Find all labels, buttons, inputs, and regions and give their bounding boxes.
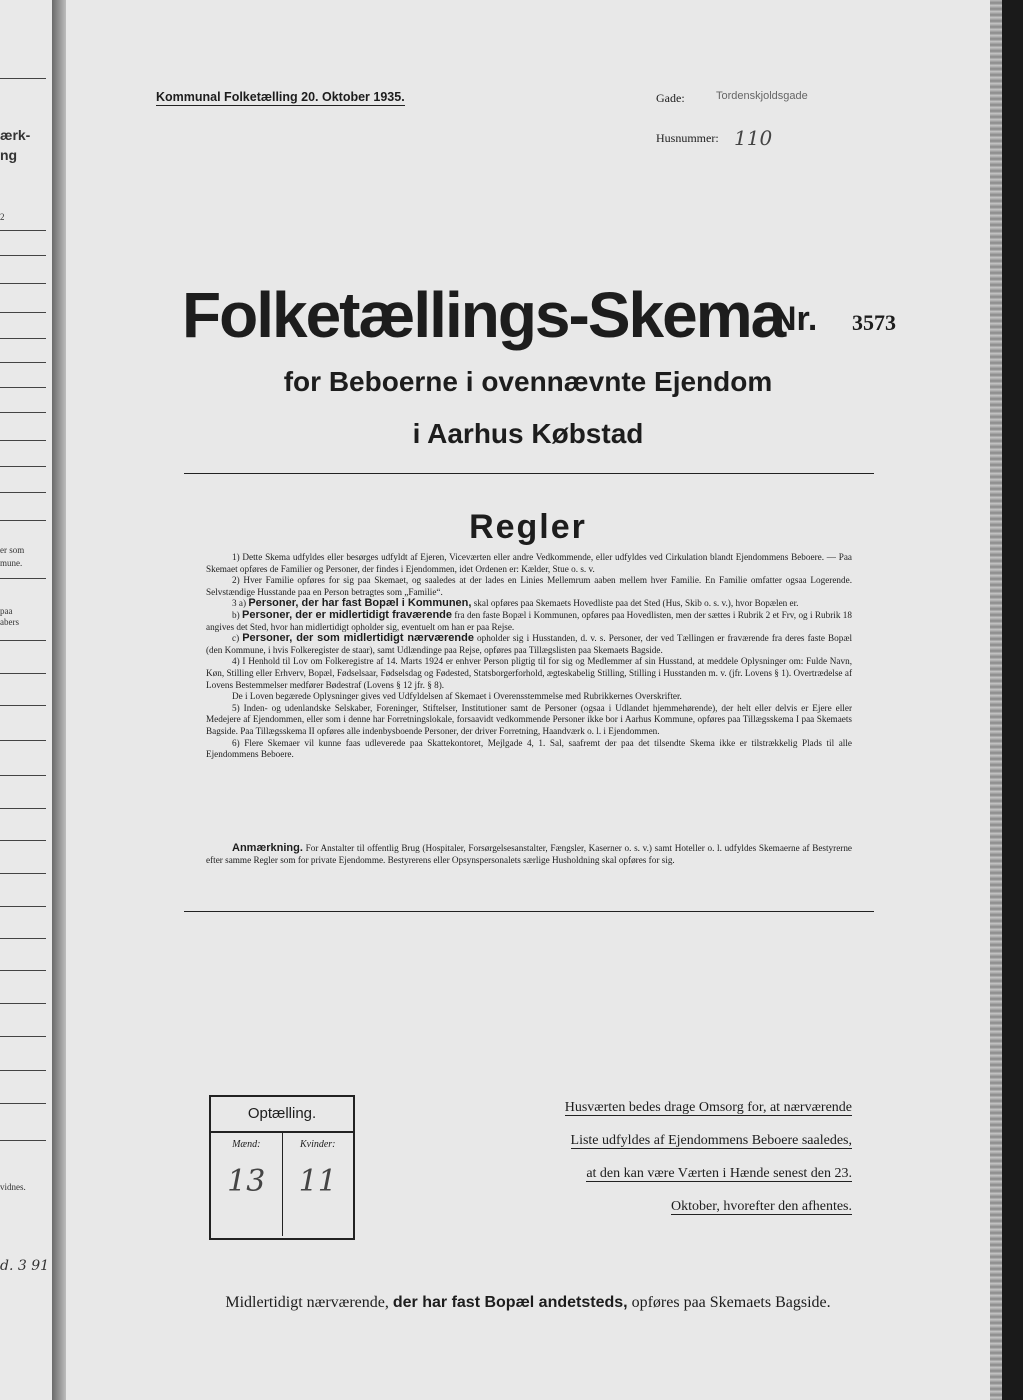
note-text: For Anstalter til offentlig Brug (Hospitaler, Forsørgelsesanstalter, Fængsler, Kaserner o. s. v.) samt Hoteller o. l. udfyldes Skemaerne af Bestyrerne efter samme Regler som for private Ejendomme. Bestyrerens eller Opsynspersonalets særlige Husholdning skal opføres for sig. bbox=[206, 843, 853, 865]
left-fragment-text: 2 bbox=[0, 212, 5, 222]
left-fragment-text: paa bbox=[0, 606, 13, 616]
gade-value: Tordenskjoldsgade bbox=[716, 90, 808, 102]
women-label: Kvinder: bbox=[299, 1139, 336, 1150]
left-page-fragment bbox=[0, 0, 52, 1400]
form-title: Folketællings-Skema bbox=[182, 279, 785, 351]
rules-body bbox=[206, 552, 852, 761]
book-gutter bbox=[52, 0, 66, 1400]
form-number-label: Nr. bbox=[772, 300, 818, 338]
husnummer-label: Husnummer: bbox=[656, 131, 719, 145]
rule-5: 5) Inden- og udenlandske Selskaber, Foreninger, Stiftelser, Institutioner samt de Personer (ogsaa i Udlandet hjemmehørende), der helt eller delvis er Ejere eller Medejere af Ejendommen, eller som i denne har Forretningslokale, forsaavidt vedkommende Personer ikke bor i Aarhus Kommune, opføres paa Tillægsskema I paa Skemaets Bagside. Paa Tillægsskema II opføres alle indenbysboende Personer, der driver Forretning, Haandværk o. l. i Ejendommen. bbox=[206, 702, 852, 736]
host-instructions bbox=[508, 1100, 852, 1232]
men-count: 13 bbox=[227, 1164, 266, 1199]
host-line: at den kan være Værten i Hænde senest den 23. bbox=[586, 1166, 852, 1181]
husnummer-value: 110 bbox=[734, 126, 773, 150]
left-fragment-handwriting: d. 3 91 bbox=[0, 1258, 50, 1274]
women-count: 11 bbox=[298, 1164, 337, 1199]
men-label: Mænd: bbox=[232, 1139, 261, 1150]
footer-note: Midlertidigt nærværende, der har fast Bopæl andetsteds, opføres paa Skemaets Bagside. bbox=[225, 1294, 831, 1311]
gade-label: Gade: bbox=[656, 91, 685, 105]
rule-1: 1) Dette Skema udfyldes eller besørges udfyldt af Ejeren, Viceværten eller andre Vedkommende, eller udfyldes ved Cirkulation blandt Ejendommens Beboere. — Paa Skemaet opføres de Familier og Personer, der findes i Ejendommen, idet Ordenen er: Kælder, Stue o. s. v. bbox=[206, 552, 852, 574]
page-edge bbox=[990, 0, 1023, 1400]
rule-4: 4) I Henhold til Lov om Folkeregistre af 14. Marts 1924 er enhver Person pligtig til for sig og Medlemmer af sin Husstand, at meddele Oplysninger om: Fulde Navn, Køn, Stilling eller Erhverv, Bopæl, Fødselsaar, Fødselsdag og Fødested, Statsborgerforhold, ægteskabelig Stilling, Stilling i Husstanden m. v. (jfr. Lovens § 1). Overtrædelse af Lovens Bestemmelser medfører Bødestraf (Lovens § 12 jfr. § 8). bbox=[206, 656, 852, 690]
rule-6: 6) Flere Skemaer vil kunne faas udleverede paa Skattekontoret, Mejlgade 4, 1. Sal, saafremt der paa det tilsendte Skema ikke er tilstrækkelig Plads til alle Ejendommens Beboere. bbox=[206, 737, 852, 760]
left-fragment-text: mune. bbox=[0, 558, 23, 568]
left-fragment-text: ng bbox=[0, 147, 18, 163]
host-line: Oktober, hvorefter den afhentes. bbox=[671, 1199, 852, 1214]
count-box bbox=[209, 1095, 355, 1240]
census-form-page bbox=[66, 0, 990, 1400]
census-header-line: Kommunal Folketælling 20. Oktober 1935. bbox=[156, 90, 405, 104]
rule-3a: 3 a) Personer, der har fast Bopæl i Kommunen, skal opføres paa Skemaets Hovedliste paa det Sted (Hus, Skib o. s. v.), hvor Bopælen er. bbox=[232, 597, 799, 610]
left-fragment-text: vidnes. bbox=[0, 1182, 26, 1192]
left-fragment-text: abers bbox=[0, 617, 19, 627]
form-location: i Aarhus Købstad bbox=[412, 418, 644, 449]
form-subtitle: for Beboerne i ovennævnte Ejendom bbox=[283, 366, 773, 397]
note-label: Anmærkning. bbox=[232, 842, 303, 854]
men-column bbox=[211, 1133, 282, 1236]
left-fragment-text: er som bbox=[0, 545, 25, 555]
note bbox=[206, 843, 852, 866]
divider bbox=[184, 911, 874, 912]
rules-heading: Regler bbox=[469, 508, 587, 546]
host-line: Husværten bedes drage Omsorg for, at nærværende bbox=[564, 1100, 852, 1115]
form-number-value: 3573 bbox=[852, 310, 896, 335]
rule-3c: c) Personer, der som midlertidigt nærværende opholder sig i Husstanden, d. v. s. Personer, der ved Tællingen er fraværende fra deres faste Bopæl (den Kommune, i hvis Folkeregister de staar), samt Udlændinge paa Rejse, opføres paa Tillægslisten paa Skemaets Bagside. bbox=[206, 632, 852, 655]
rule-4b: De i Loven begærede Oplysninger gives ved Udfyldelsen af Skemaet i Overensstemmelse med Rubrikkernes Overskrifter. bbox=[232, 691, 682, 702]
rule-3b: b) Personer, der er midlertidigt fraværende fra den faste Bopæl i Kommunen, opføres paa Hovedlisten, men der sættes i Rubrik 2 et Frv, og i Rubrik 18 angives det Sted, hvor han midlertidigt opholder sig, eventuelt om han er paa Rejse. bbox=[206, 608, 852, 632]
divider bbox=[184, 473, 874, 474]
host-line: Liste udfyldes af Ejendommens Beboere saaledes, bbox=[570, 1133, 852, 1148]
count-title: Optælling. bbox=[211, 1097, 353, 1133]
rule-2: 2) Hver Familie opføres for sig paa Skemaet, og saaledes at der lades en Linies Mellemrum aaben mellem hver Familie. En Familie omfatter ogsaa Logerende. Selvstændige Husstande paa en Person betragtes som „Familie“. bbox=[206, 575, 852, 597]
left-fragment-text: ærk- bbox=[0, 127, 31, 143]
women-column bbox=[282, 1133, 354, 1236]
